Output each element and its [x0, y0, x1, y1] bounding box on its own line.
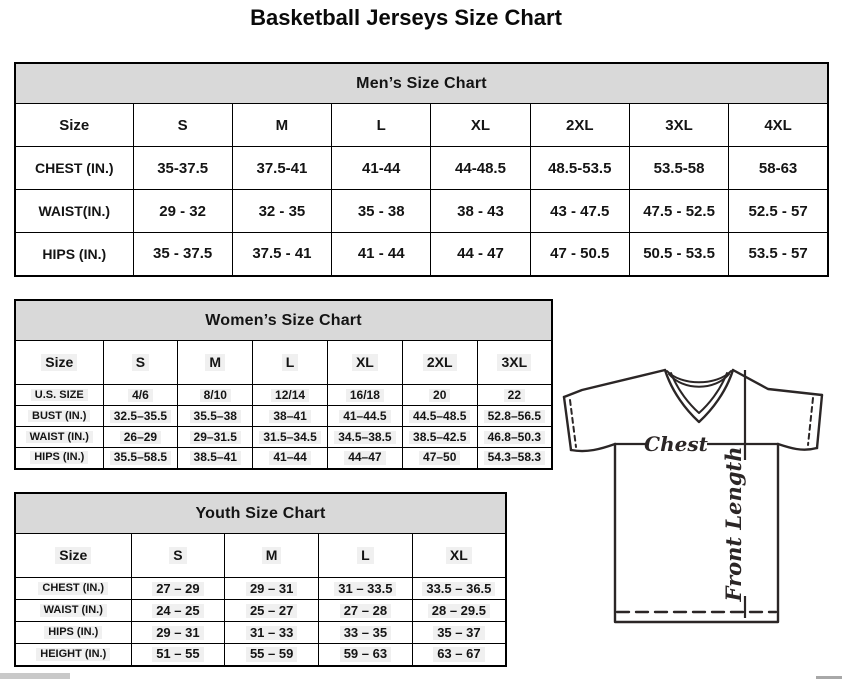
- table-cell: 35.5–38: [178, 406, 253, 427]
- column-header: [477, 341, 552, 385]
- jersey-outline-icon: [564, 370, 822, 622]
- table-cell: 27 – 29: [131, 578, 225, 600]
- table-row: [15, 406, 552, 427]
- table-cell: 31 – 33: [225, 622, 319, 644]
- table-cell: 44-48.5: [431, 147, 530, 190]
- table-cell: 8/10: [178, 385, 253, 406]
- table-row: [15, 578, 506, 600]
- table-cell: 44 - 47: [431, 233, 530, 276]
- mens-size-table: [14, 62, 829, 277]
- table-cell: 44.5–48.5: [402, 406, 477, 427]
- table-cell: 4/6: [103, 385, 178, 406]
- table-cell: 37.5-41: [232, 147, 331, 190]
- table-cell: 29 – 31: [225, 578, 319, 600]
- table-cell: 43 - 47.5: [530, 190, 629, 233]
- column-header-label: XL: [446, 547, 472, 563]
- table-cell: 16/18: [327, 385, 402, 406]
- column-header-label: L: [282, 354, 299, 370]
- row-label: CHEST (IN.): [15, 578, 131, 600]
- column-header: 3XL: [629, 104, 728, 147]
- column-header: M: [232, 104, 331, 147]
- table-cell: 37.5 - 41: [232, 233, 331, 276]
- column-header-label: 3XL: [497, 354, 531, 370]
- table-cell: 32.5–35.5: [103, 406, 178, 427]
- table-row: [15, 622, 506, 644]
- table-cell: 35 - 37.5: [133, 233, 232, 276]
- column-header: S: [133, 104, 232, 147]
- table-cell: 28 – 29.5: [412, 600, 506, 622]
- table-cell: 59 – 63: [319, 644, 413, 666]
- table-cell: 44–47: [327, 448, 402, 469]
- table-row: [15, 644, 506, 666]
- column-header: [253, 341, 328, 385]
- row-label: BUST (IN.): [15, 406, 103, 427]
- table-cell: 31.5–34.5: [253, 427, 328, 448]
- table-cell: 24 – 25: [131, 600, 225, 622]
- column-header: [225, 534, 319, 578]
- table-cell: 38.5–41: [178, 448, 253, 469]
- table-title-row: [15, 300, 552, 341]
- table-cell: 33 – 35: [319, 622, 413, 644]
- table-cell: 47 - 50.5: [530, 233, 629, 276]
- column-header-row: [15, 341, 552, 385]
- row-label: WAIST (IN.): [15, 600, 131, 622]
- horizontal-scrollbar-thumb[interactable]: [0, 673, 70, 679]
- row-label: WAIST (IN.): [15, 427, 103, 448]
- table-cell: 38.5–42.5: [402, 427, 477, 448]
- table-cell: 26–29: [103, 427, 178, 448]
- column-header: L: [332, 104, 431, 147]
- table-row: [15, 600, 506, 622]
- table-cell: 52.8–56.5: [477, 406, 552, 427]
- table-cell: 41-44: [332, 147, 431, 190]
- column-header-label: M: [205, 354, 225, 370]
- row-label: HIPS (IN.): [15, 448, 103, 469]
- column-header-label: S: [169, 547, 186, 563]
- column-header: 4XL: [729, 104, 828, 147]
- table-row: [15, 385, 552, 406]
- column-header: [412, 534, 506, 578]
- table-cell: 41 - 44: [332, 233, 431, 276]
- column-header-label: 2XL: [423, 354, 457, 370]
- table-row: [15, 190, 828, 233]
- table-cell: 63 – 67: [412, 644, 506, 666]
- column-header: [178, 341, 253, 385]
- youth-size-table: [14, 492, 507, 667]
- column-header-label: Size: [41, 354, 77, 370]
- womens-size-table: [14, 299, 553, 470]
- table-row: [15, 427, 552, 448]
- column-header-label: S: [132, 354, 149, 370]
- table-cell: 29 – 31: [131, 622, 225, 644]
- table-cell: 34.5–38.5: [327, 427, 402, 448]
- column-header: [327, 341, 402, 385]
- table-cell: 46.8–50.3: [477, 427, 552, 448]
- table-cell: 51 – 55: [131, 644, 225, 666]
- table-cell: 38 - 43: [431, 190, 530, 233]
- column-header: [15, 534, 131, 578]
- table-cell: 27 – 28: [319, 600, 413, 622]
- column-header: [131, 534, 225, 578]
- womens-chart-title: Women’s Size Chart: [15, 300, 552, 341]
- table-row: [15, 147, 828, 190]
- table-cell: 41–44: [253, 448, 328, 469]
- page-title: Basketball Jerseys Size Chart: [250, 5, 562, 30]
- table-title-row: [15, 63, 828, 104]
- table-cell: 50.5 - 53.5: [629, 233, 728, 276]
- table-cell: 31 – 33.5: [319, 578, 413, 600]
- table-cell: 47.5 - 52.5: [629, 190, 728, 233]
- row-label: HIPS (IN.): [15, 622, 131, 644]
- row-label: HEIGHT (IN.): [15, 644, 131, 666]
- measurement-lines: [615, 370, 778, 618]
- table-cell: 58-63: [729, 147, 828, 190]
- table-cell: 47–50: [402, 448, 477, 469]
- table-cell: 35 – 37: [412, 622, 506, 644]
- table-title-row: [15, 493, 506, 534]
- row-label: HIPS (IN.): [15, 233, 133, 276]
- table-cell: 53.5-58: [629, 147, 728, 190]
- table-cell: 41–44.5: [327, 406, 402, 427]
- table-cell: 38–41: [253, 406, 328, 427]
- table-cell: 29 - 32: [133, 190, 232, 233]
- table-cell: 20: [402, 385, 477, 406]
- table-cell: 35.5–58.5: [103, 448, 178, 469]
- table-cell: 53.5 - 57: [729, 233, 828, 276]
- column-header: Size: [15, 104, 133, 147]
- table-cell: 12/14: [253, 385, 328, 406]
- table-cell: 35-37.5: [133, 147, 232, 190]
- table-cell: 25 – 27: [225, 600, 319, 622]
- column-header-label: M: [262, 547, 282, 563]
- table-cell: 32 - 35: [232, 190, 331, 233]
- table-cell: 33.5 – 36.5: [412, 578, 506, 600]
- column-header: 2XL: [530, 104, 629, 147]
- jersey-measurement-diagram: [555, 360, 827, 628]
- row-label: U.S. SIZE: [15, 385, 103, 406]
- table-cell: 29–31.5: [178, 427, 253, 448]
- chest-label: Chest: [644, 432, 708, 456]
- table-cell: 52.5 - 57: [729, 190, 828, 233]
- row-label: CHEST (IN.): [15, 147, 133, 190]
- table-cell: 54.3–58.3: [477, 448, 552, 469]
- table-cell: 35 - 38: [332, 190, 431, 233]
- column-header-label: Size: [55, 547, 91, 563]
- row-label: WAIST(IN.): [15, 190, 133, 233]
- table-cell: 22: [477, 385, 552, 406]
- youth-chart-title: Youth Size Chart: [15, 493, 506, 534]
- column-header: [319, 534, 413, 578]
- column-header: [15, 341, 103, 385]
- column-header: XL: [431, 104, 530, 147]
- table-cell: 55 – 59: [225, 644, 319, 666]
- column-header-row: [15, 104, 828, 147]
- table-row: [15, 448, 552, 469]
- column-header: [103, 341, 178, 385]
- mens-chart-title: Men’s Size Chart: [15, 63, 828, 104]
- front-length-label: Front Length: [721, 446, 746, 602]
- table-row: [15, 233, 828, 276]
- column-header-label: L: [357, 547, 374, 563]
- column-header: [402, 341, 477, 385]
- column-header-label: XL: [352, 354, 378, 370]
- column-header-row: [15, 534, 506, 578]
- table-cell: 48.5-53.5: [530, 147, 629, 190]
